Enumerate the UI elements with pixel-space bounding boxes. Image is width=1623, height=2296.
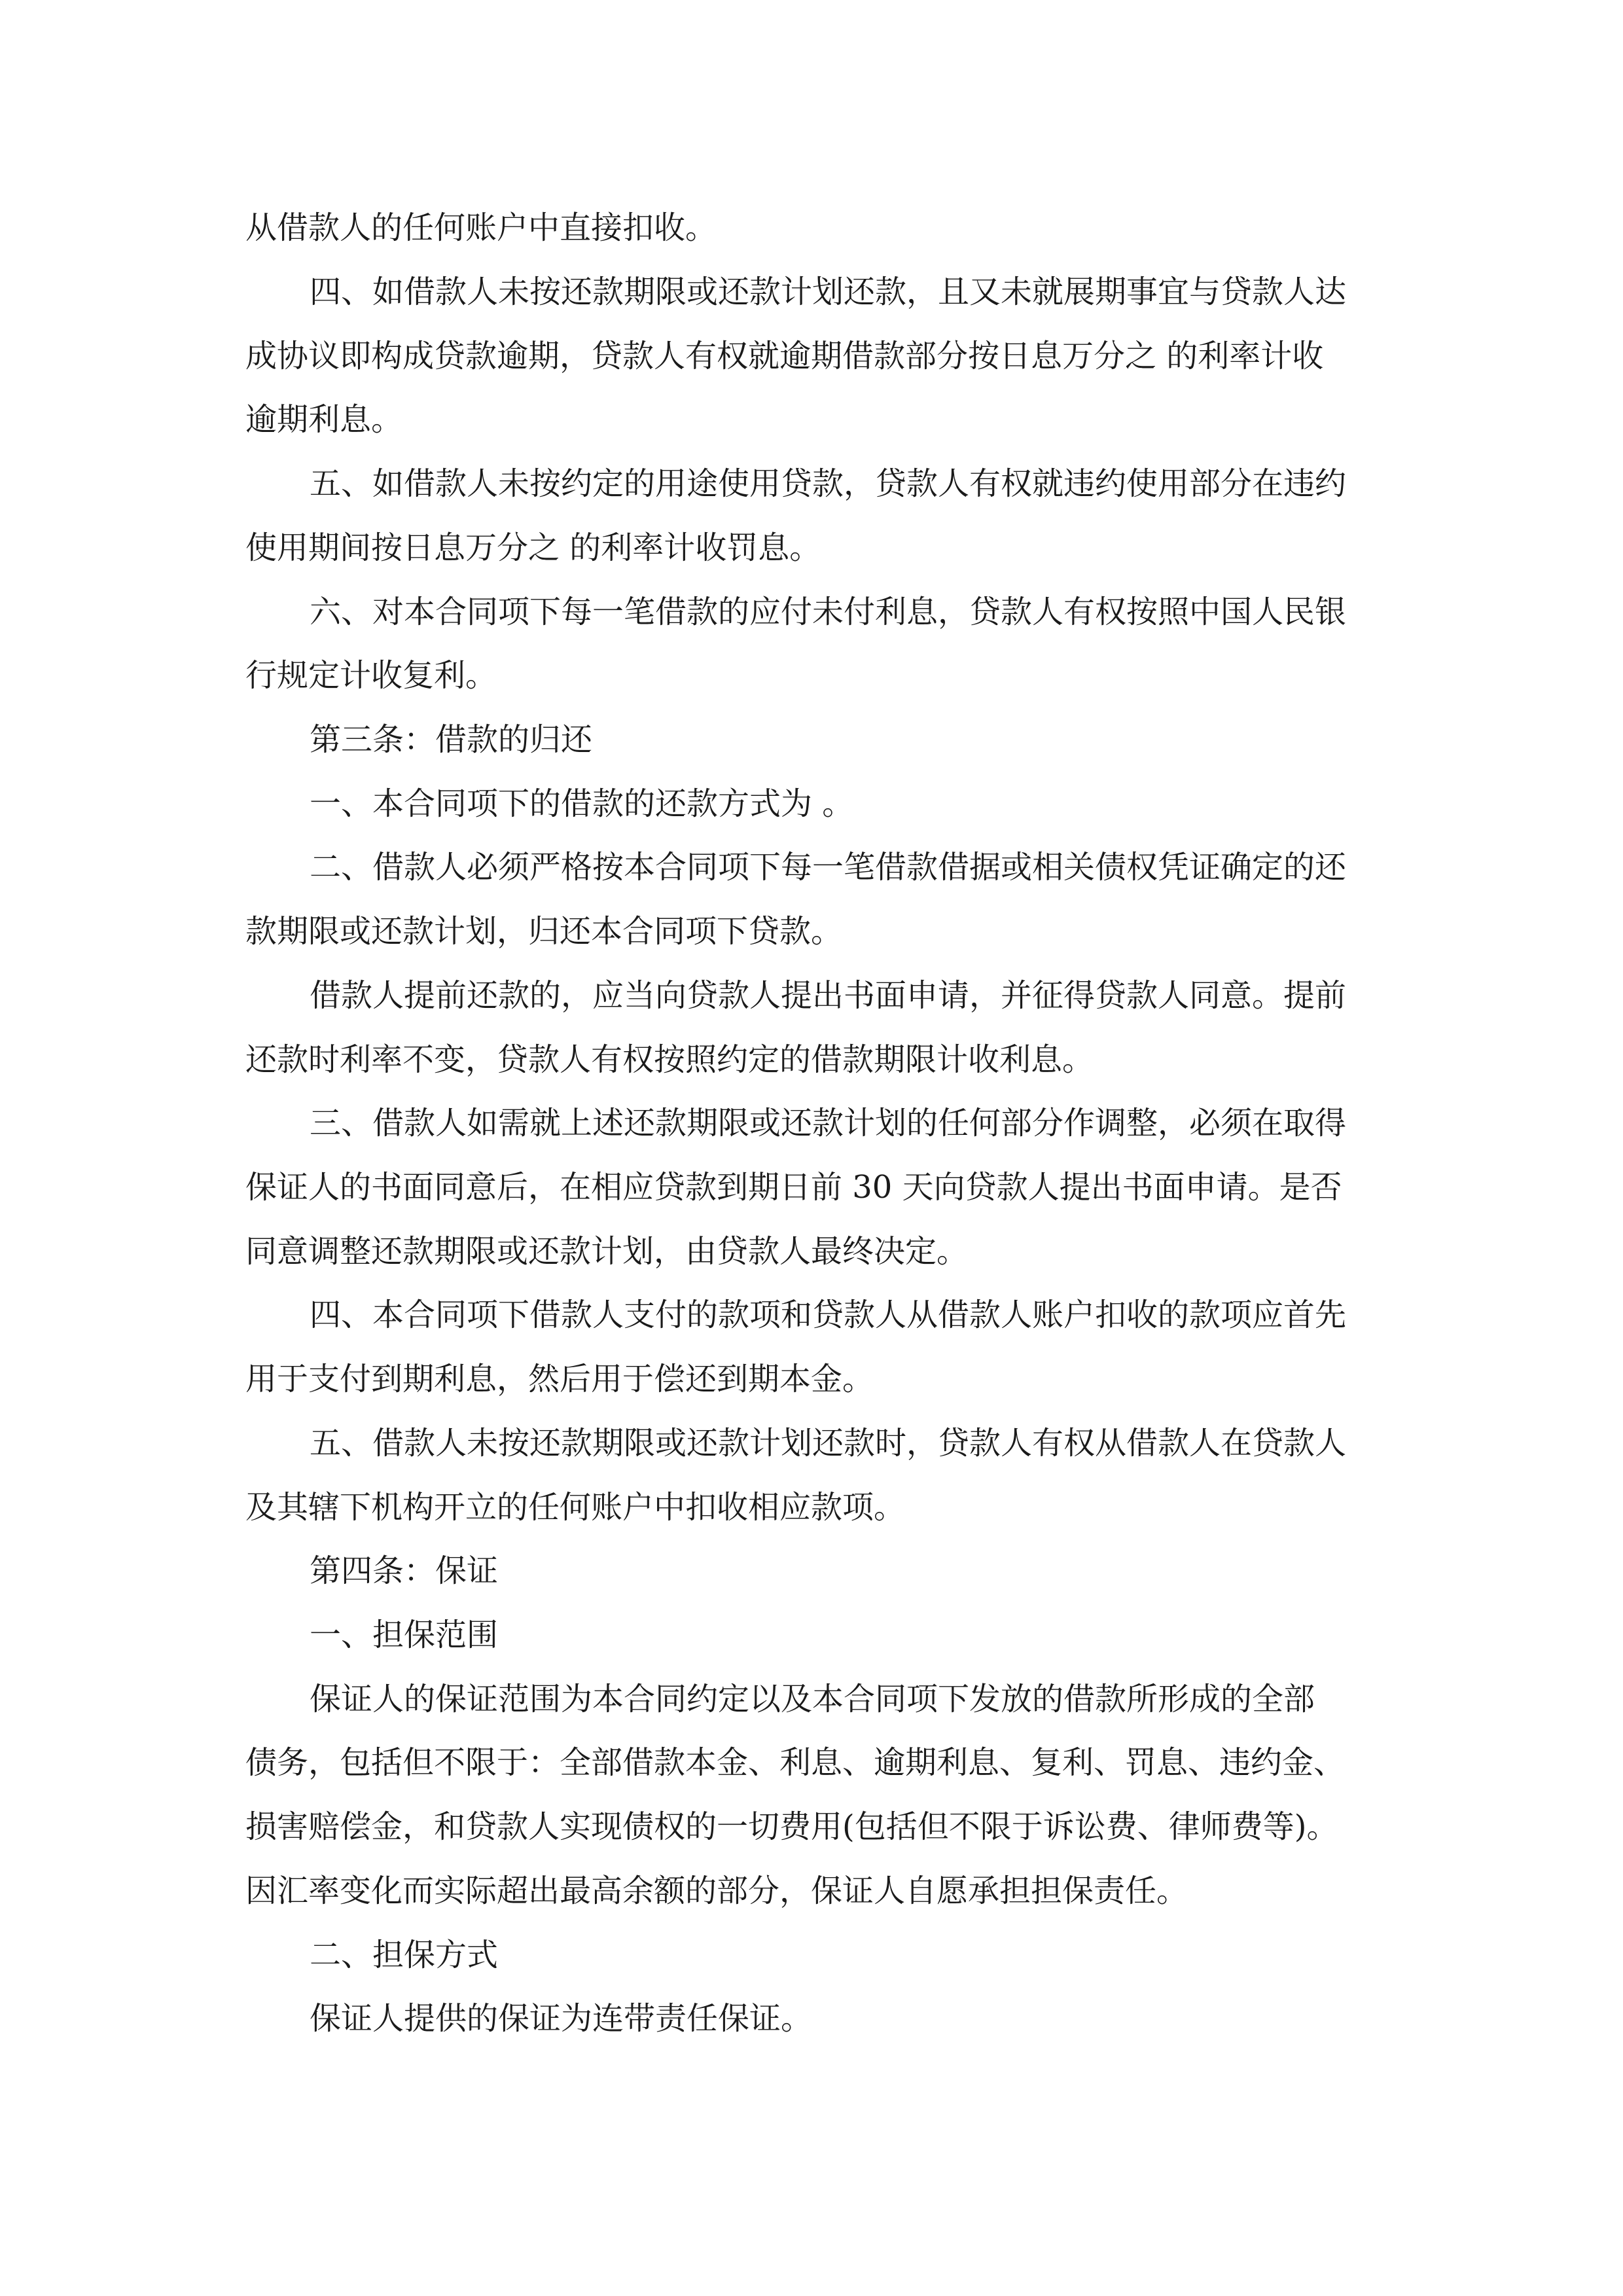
text-line: 二、借款人必须严格按本合同项下每一笔借款借据或相关债权凭证确定的还: [310, 849, 1347, 886]
text-line: 四、如借款人未按还款期限或还款计划还款，且又未就展期事宜与贷款人达: [310, 274, 1347, 310]
text-line: 四、本合同项下借款人支付的款项和贷款人从借款人账户扣收的款项应首先: [310, 1297, 1347, 1333]
text-line: 五、借款人未按还款期限或还款计划还款时，贷款人有权从借款人在贷款人: [310, 1425, 1347, 1462]
subsection-heading: 一、担保范围: [310, 1617, 499, 1653]
text-line: 款期限或还款计划，归还本合同项下贷款。: [245, 913, 843, 950]
text-line: 用于支付到期利息，然后用于偿还到期本金。: [245, 1361, 874, 1397]
text-line: 还款时利率不变，贷款人有权按照约定的借款期限计收利息。: [245, 1041, 1094, 1078]
text-line: 保证人的书面同意后，在相应贷款到期日前 30 天向贷款人提出书面申请。是否: [245, 1169, 1342, 1206]
text-line: 因汇率变化而实际超出最高余额的部分，保证人自愿承担担保责任。: [245, 1873, 1188, 1909]
subsection-heading: 二、担保方式: [310, 1937, 499, 1973]
text-line: 债务，包括但不限于：全部借款本金、利息、逾期利息、复利、罚息、违约金、: [245, 1744, 1346, 1781]
text-line: 六、对本合同项下每一笔借款的应付未付利息，贷款人有权按照中国人民银: [310, 594, 1347, 630]
text-line: 保证人提供的保证为连带责任保证。: [310, 2000, 813, 2037]
text-line: 同意调整还款期限或还款计划，由贷款人最终决定。: [245, 1233, 969, 1270]
text-line: 从借款人的任何账户中直接扣收。: [245, 209, 717, 246]
text-line: 及其辖下机构开立的任何账户中扣收相应款项。: [245, 1489, 906, 1526]
text-line: 损害赔偿金，和贷款人实现债权的一切费用(包括但不限于诉讼费、律师费等)。: [245, 1808, 1338, 1845]
text-line: 五、如借款人未按约定的用途使用贷款，贷款人有权就违约使用部分在违约: [310, 465, 1347, 502]
text-line: 三、借款人如需就上述还款期限或还款计划的任何部分作调整，必须在取得: [310, 1105, 1347, 1141]
text-line: 逾期利息。: [245, 401, 403, 438]
text-line: 一、本合同项下的借款的还款方式为 。: [310, 785, 854, 822]
text-line: 保证人的保证范围为本合同约定以及本合同项下发放的借款所形成的全部: [310, 1681, 1315, 1717]
text-line: 成协议即构成贷款逾期，贷款人有权就逾期借款部分按日息万分之 的利率计收: [245, 338, 1324, 374]
text-line: 行规定计收复利。: [245, 657, 497, 694]
text-line: 使用期间按日息万分之 的利率计收罚息。: [245, 529, 821, 566]
section-heading: 第三条：借款的归还: [310, 721, 593, 758]
section-heading: 第四条：保证: [310, 1552, 499, 1589]
text-line: 借款人提前还款的，应当向贷款人提出书面申请，并征得贷款人同意。提前: [310, 977, 1347, 1014]
